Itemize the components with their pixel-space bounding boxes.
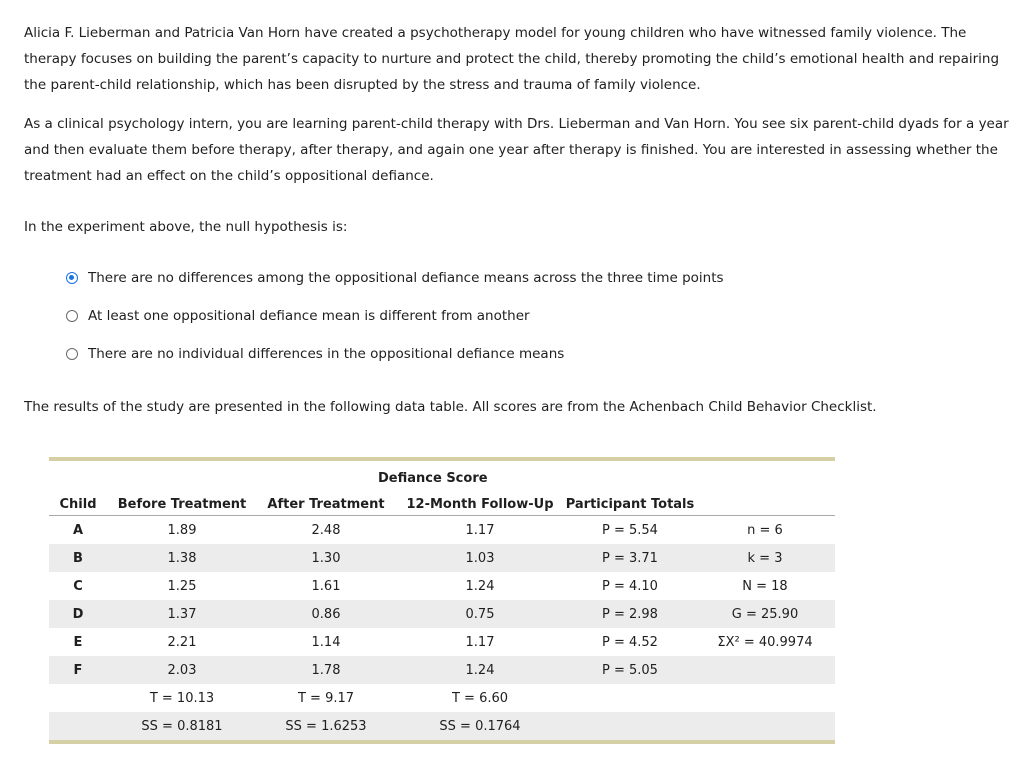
table-cell: 1.61 (311, 578, 341, 594)
table-row (49, 516, 835, 545)
table-cell: 2.48 (311, 522, 341, 538)
table-cell: T = 9.17 (297, 690, 355, 706)
table-cell: 1.89 (167, 522, 197, 538)
radio-button[interactable] (66, 272, 78, 284)
table-bottom-rule (49, 740, 835, 744)
column-header: Participant Totals (565, 493, 695, 516)
results-intro: The results of the study are presented in the following data table. All scores are from the Achenbach Child Behavior Checklist. (24, 399, 877, 415)
table-cell: 1.17 (465, 522, 495, 538)
table-cell (695, 684, 835, 712)
table-cell: 1.14 (311, 634, 341, 650)
table-cell: 1.25 (167, 578, 197, 594)
option-label: There are no differences among the oppositional defiance means across the three time points (88, 270, 724, 286)
table-row (49, 544, 835, 572)
table-cell (565, 684, 695, 712)
table-cell: 1.37 (107, 600, 257, 628)
table-cell: 1.78 (257, 656, 395, 684)
table-cell: T = 10.13 (149, 690, 215, 706)
table-cell: C (73, 578, 83, 594)
table-cell: A (72, 522, 84, 538)
table-cell: E (73, 634, 83, 650)
option-label: At least one oppositional defiance mean is different from another (88, 308, 530, 324)
scenario-paragraph: As a clinical psychology intern, you are learning parent-child therapy with Drs. Lieberman and Van Horn. You see six parent-child dyads for a year and then evaluate them before therapy, after therapy, and again one year after therapy is finished. You are interested in assessing whether the treatment had an effect on the child’s oppositional defiance. (24, 116, 1009, 184)
table-cell (49, 712, 107, 740)
table-cell: P = 4.52 (602, 634, 658, 650)
table-super-header (49, 461, 835, 493)
table-cell: SS = 0.8181 (107, 712, 257, 740)
table-cell: B (49, 544, 107, 572)
column-header (695, 493, 835, 516)
column-header: Before Treatment (107, 493, 257, 516)
table-cell: D (49, 600, 107, 628)
table-cell: 0.86 (257, 600, 395, 628)
table-cell: 1.03 (395, 544, 565, 572)
column-header: 12-Month Follow-Up (395, 493, 565, 516)
question-prompt: In the experiment above, the null hypothesis is: (24, 219, 348, 235)
option-no-differences[interactable] (66, 259, 724, 297)
table-row-ss (49, 712, 835, 740)
table-cell: 1.24 (395, 656, 565, 684)
table-cell: P = 3.71 (565, 544, 695, 572)
table-cell: ΣX² = 40.9974 (717, 634, 813, 650)
option-no-individual-differences[interactable] (66, 335, 724, 373)
table-cell (695, 712, 835, 740)
table-cell: P = 2.98 (565, 600, 695, 628)
table-cell: 0.75 (395, 600, 565, 628)
table-cell (565, 712, 695, 740)
table-cell: 1.30 (257, 544, 395, 572)
option-at-least-one-different[interactable] (66, 297, 724, 335)
table-cell (695, 656, 835, 684)
answer-options (66, 259, 724, 373)
table-cell: n = 6 (747, 522, 783, 538)
table-cell: N = 18 (742, 578, 788, 594)
table-row (49, 656, 835, 684)
table-row (49, 600, 835, 628)
radio-button[interactable] (66, 310, 78, 322)
table-header-row (49, 493, 835, 516)
column-header: After Treatment (257, 493, 395, 516)
table-cell: SS = 1.6253 (257, 712, 395, 740)
option-label: There are no individual differences in the oppositional defiance means (88, 346, 565, 362)
table-cell: 1.38 (107, 544, 257, 572)
intro-paragraph: Alicia F. Lieberman and Patricia Van Horn have created a psychotherapy model for young children who have witnessed family violence. The therapy focuses on building the parent’s capacity to nurture and protect the child, thereby promoting the child’s emotional health and repairing the parent-child relationship, which has been disrupted by the stress and trauma of family violence. (24, 25, 1000, 93)
table-cell: SS = 0.1764 (395, 712, 565, 740)
table-cell: T = 6.60 (451, 690, 509, 706)
table-cell: 1.24 (465, 578, 495, 594)
table-cell (49, 684, 107, 712)
table-row (49, 572, 835, 600)
defiance-score-header: Defiance Score (378, 470, 488, 486)
table-cell: P = 5.05 (565, 656, 695, 684)
table-cell: 2.03 (107, 656, 257, 684)
table-cell: F (49, 656, 107, 684)
column-header: Child (49, 493, 107, 516)
table-row-totals (49, 684, 835, 712)
table-cell: P = 4.10 (602, 578, 658, 594)
radio-button[interactable] (66, 348, 78, 360)
table-cell: 2.21 (167, 634, 197, 650)
data-table (49, 457, 835, 744)
table-cell: P = 5.54 (602, 522, 658, 538)
table-cell: G = 25.90 (695, 600, 835, 628)
table-row (49, 628, 835, 656)
table-cell: 1.17 (465, 634, 495, 650)
table-cell: k = 3 (695, 544, 835, 572)
